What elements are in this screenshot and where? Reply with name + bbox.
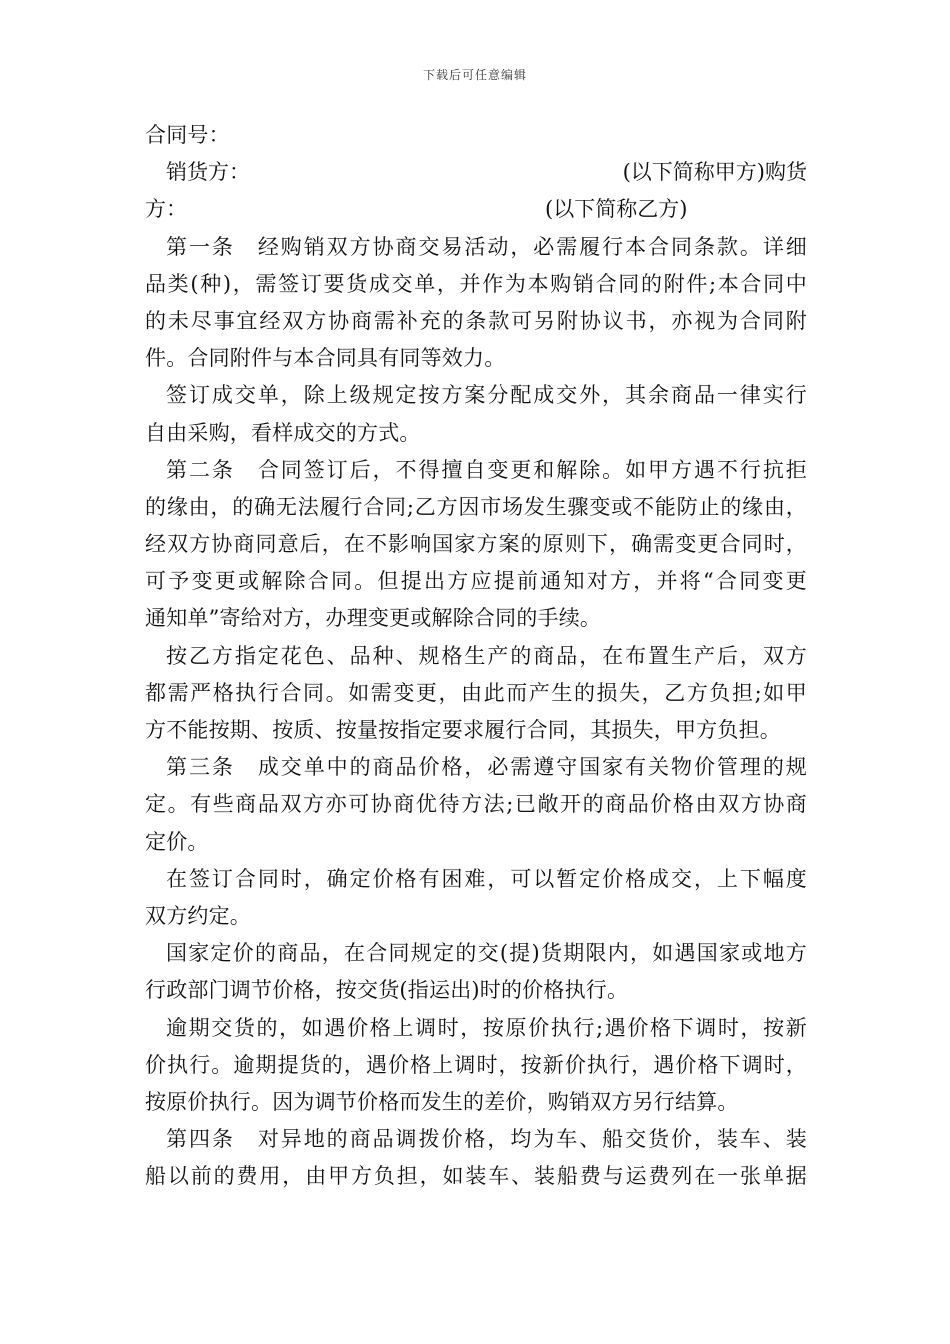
paragraph-line: 行政部门调节价格，按交货(指运出)时的价格执行。 bbox=[145, 978, 629, 1003]
paragraph-line: 经双方协商同意后，在不影响国家方案的原则下，确需变更合同时， bbox=[145, 532, 807, 557]
contract-number-label: 合同号： bbox=[145, 123, 230, 147]
paragraph-line: 可予变更或解除合同。但提出方应提前通知对方，并将“合同变更 bbox=[145, 569, 807, 594]
paragraph-line: 在签订合同时，确定价格有困难，可以暂定价格成交，上下幅度 bbox=[166, 866, 807, 891]
document-body bbox=[145, 117, 807, 1195]
paragraph-line: 定。有些商品双方亦可协商优待方法;已敞开的商品价格由双方协商 bbox=[145, 792, 807, 817]
paragraph-line: 自由采购，看样成交的方式。 bbox=[145, 420, 421, 445]
paragraph-line: 定价。 bbox=[145, 829, 209, 854]
paragraph-line: 的缘由，的确无法履行合同;乙方因市场发生骤变或不能防止的缘由， bbox=[145, 494, 807, 519]
paragraph-line: 通知单”寄给对方，办理变更或解除合同的手续。 bbox=[145, 606, 602, 631]
seller-line bbox=[145, 154, 807, 191]
header-note: 下载后可任意编辑 bbox=[422, 68, 527, 82]
paragraph-line: 第三条 成交单中的商品价格，必需遵守国家有关物价管理的规 bbox=[166, 755, 807, 780]
paragraph-line: 按原价执行。因为调节价格而发生的差价，购销双方另行结算。 bbox=[145, 1089, 739, 1114]
paragraph-line: 第四条 对异地的商品调拨价格，均为车、船交货价，装车、装 bbox=[166, 1127, 807, 1152]
paragraph-line: 方不能按期、按质、按量按指定要求履行合同，其损失，甲方负担。 bbox=[145, 718, 781, 742]
paragraph-line: 品类(种)，需签订要货成交单，并作为本购销合同的附件;本合同中 bbox=[145, 271, 807, 296]
paragraph-line: 按乙方指定花色、品种、规格生产的商品，在布置生产后，双方 bbox=[166, 643, 807, 668]
paragraph-line: 的未尽事宜经双方协商需补充的条款可另附协议书，亦视为合同附 bbox=[145, 308, 807, 333]
seller-suffix: (以下简称甲方)购货 bbox=[622, 160, 807, 185]
paragraph-line: 船以前的费用，由甲方负担，如装车、装船费与运费列在一张单据 bbox=[145, 1164, 807, 1189]
paragraph-line: 件。合同附件与本合同具有同等效力。 bbox=[145, 346, 506, 371]
paragraph-line: 价执行。逾期提货的，遇价格上调时，按新价执行，遇价格下调时， bbox=[145, 1052, 807, 1077]
paragraph-line: 第一条 经购销双方协商交易活动，必需履行本合同条款。详细 bbox=[166, 234, 807, 259]
buyer-suffix: (以下简称乙方) bbox=[545, 197, 688, 222]
paragraph-line: 都需严格执行合同。如需变更，由此而产生的损失，乙方负担;如甲 bbox=[145, 680, 807, 705]
seller-label: 销货方： bbox=[166, 160, 250, 185]
paragraph-line: 第二条 合同签订后，不得擅自变更和解除。如甲方遇不行抗拒 bbox=[166, 457, 807, 482]
buyer-label: 方： bbox=[145, 197, 187, 222]
paragraph-line: 国家定价的商品，在合同规定的交(提)货期限内，如遇国家或地方 bbox=[166, 941, 807, 966]
paragraph-line: 逾期交货的，如遇价格上调时，按原价执行;遇价格下调时，按新 bbox=[166, 1015, 807, 1040]
paragraph-line: 双方约定。 bbox=[145, 903, 251, 928]
paragraph-line: 签订成交单，除上级规定按方案分配成交外，其余商品一律实行 bbox=[166, 383, 807, 408]
buyer-line bbox=[145, 191, 807, 228]
